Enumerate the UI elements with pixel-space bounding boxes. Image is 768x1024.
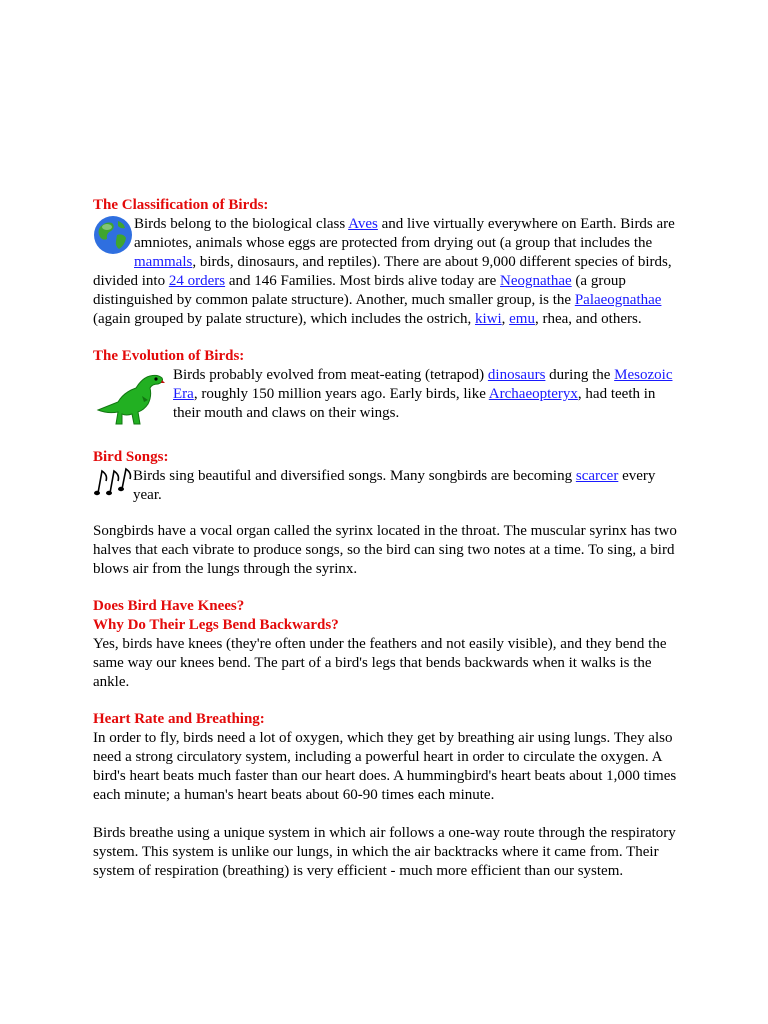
globe-icon [92, 215, 134, 255]
section-title-knees-2: Why Do Their Legs Bend Backwards? [93, 617, 339, 633]
link-kiwi[interactable]: kiwi [474, 311, 502, 327]
section-songs [93, 448, 683, 579]
article [93, 196, 683, 899]
link-archaeopteryx[interactable]: Archaeopteryx [488, 386, 578, 402]
link-mammals[interactable]: mammals [134, 254, 193, 270]
dinosaur-icon [92, 366, 172, 430]
music-notes-icon [92, 467, 132, 497]
link-mesozoic-era[interactable]: Mesozoic Era [173, 367, 673, 402]
link-neognathae[interactable]: Neognathae [500, 273, 572, 289]
link-aves[interactable]: Aves [348, 216, 378, 232]
section-evolution [93, 347, 683, 430]
evolution-text: Birds probably evolved from meat-eating (tetrapod) dinosaurs during the Mesozoic Era, roughly 150 million years ago. Early birds, like Archaeopteryx, had teeth in their mouth and claws on their wings. [173, 367, 673, 421]
section-title-evolution: The Evolution of Birds: [93, 348, 245, 364]
classification-text: Birds belong to the biological class Aves and live virtually everywhere on Earth. Birds are amniotes, animals whose eggs are protected from drying out (a group that includes the mammals, birds, dinosaurs, and reptiles). There are about 9,000 different species of birds, divided into 24 orders and 146 Families. Most birds alive today are Neognathae (a group distinguished by common palate structure). Another, much smaller group, is the Palaeognathae (again grouped by palate structure), which includes the ostrich, kiwi, emu, rhea, and others. [93, 216, 675, 327]
link-24-orders[interactable]: 24 orders [168, 273, 226, 289]
link-dinosaurs[interactable]: dinosaurs [487, 367, 546, 383]
knees-text: Yes, birds have knees (they're often under the feathers and not easily visible), and they bend the same way our knees bend. The part of a bird's legs that bends backwards when it walks is the ankle. [93, 636, 667, 690]
section-title-classification: The Classification of Birds: [93, 197, 269, 213]
heart-text-1: In order to fly, birds need a lot of oxygen, which they get by breathing air using lungs. They also need a strong circulatory system, including a powerful heart in order to circulate the oxygen. A bird's heart beats much faster than our heart does. A hummingbird's heart beats about 1,000 times each minute; a human's heart beats about 60-90 times each minute. [93, 730, 677, 803]
section-knees [93, 597, 683, 692]
section-title-heart: Heart Rate and Breathing: [93, 711, 265, 727]
section-classification [93, 196, 683, 329]
section-title-songs: Bird Songs: [93, 449, 169, 465]
section-title-knees-1: Does Bird Have Knees? [93, 598, 245, 614]
heart-text-2: Birds breathe using a unique system in which air follows a one-way route through the respiratory system. This system is unlike our lungs, in which the air backtracks where it came from. Their system of respiration (breathing) is very efficient - much more efficient than our system. [93, 825, 676, 879]
songs-syrinx-text: Songbirds have a vocal organ called the syrinx located in the throat. The muscular syrinx has two halves that each vibrate to produce songs, so the bird can sing two notes at a time. To sing, a bird blows air from the lungs through the syrinx. [93, 523, 677, 577]
link-scarcer[interactable]: scarcer [575, 468, 619, 484]
link-emu[interactable]: emu [509, 311, 535, 327]
link-palaeognathae[interactable]: Palaeognathae [574, 292, 662, 308]
songs-intro-text: Birds sing beautiful and diversified songs. Many songbirds are becoming scarcer every year. [133, 468, 656, 503]
section-heart [93, 710, 683, 881]
